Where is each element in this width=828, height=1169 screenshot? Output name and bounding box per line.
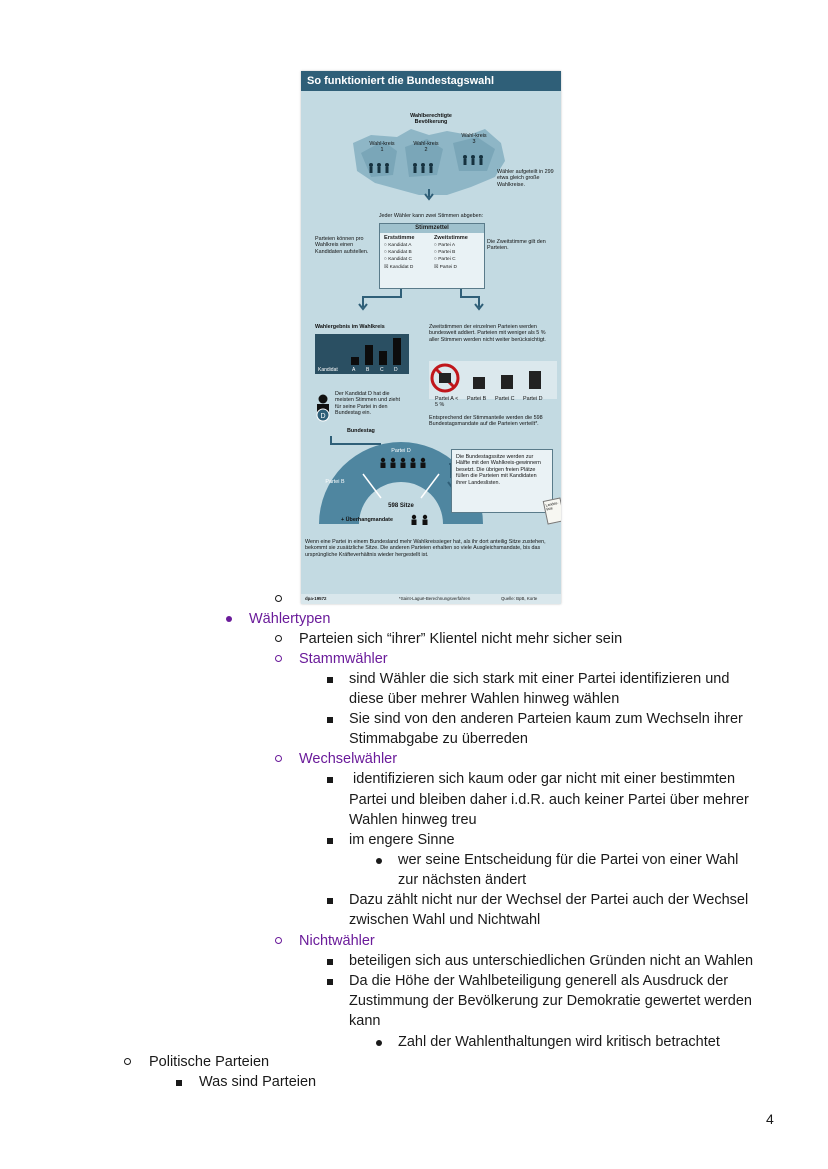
mp-icons [379, 457, 429, 469]
list-item: Dazu zählt nicht nur der Wechsel der Partei auch der Wechsel [349, 892, 749, 908]
bullet-circle [124, 1058, 131, 1065]
ballot-title: Stimmzettel [380, 224, 484, 233]
bullet-square [327, 717, 333, 723]
bullet-dot [226, 616, 232, 622]
left-note: Parteien können pro Wahlkreis einen Kandidaten aufstellen. [315, 236, 369, 255]
threshold-graphic [429, 361, 557, 401]
arc-party-label: Partei D [391, 448, 411, 454]
ballot-option: ○ Partei C [434, 257, 456, 263]
result-letter: C [380, 367, 384, 373]
districts-note: Wähler aufgeteilt in 299 etwa gleich große Wahlkreise. [497, 169, 554, 188]
threshold-party-label: Partei C [495, 396, 515, 402]
result-letter: D [394, 367, 398, 373]
list-item: Da die Höhe der Wahlbeteiligung generell als Ausdruck der [349, 973, 729, 989]
two-votes-label: Jeder Wähler kann zwei Stimmen abgeben: [378, 213, 484, 219]
bullet-square [327, 777, 333, 783]
list-item: identifizieren sich kaum oder gar nicht mit einer bestimmten [349, 771, 736, 787]
result-axis-label: Kandidat [318, 367, 338, 373]
ballot-option: ○ Kandidat B [384, 250, 412, 256]
ballot-option: ○ Kandidat C [384, 257, 412, 263]
list-item-cont: Stimmabgabe zu überreden [349, 731, 528, 747]
heading-stammwaehler: Stammwähler [299, 651, 388, 667]
svg-text:D: D [320, 413, 326, 420]
second-vote-column [434, 235, 484, 271]
list-item-cont: Partei und bleiben daher i.d.R. auch keiner Partei über mehrer [349, 792, 749, 808]
second-vote-header: Zweitstimme [434, 235, 468, 241]
list-item: Was sind Parteien [199, 1074, 317, 1090]
list-card-label: Landes-liste [545, 500, 559, 512]
infographic-photo [301, 71, 561, 604]
first-vote-header: Erststimme [384, 235, 415, 241]
list-item: Parteien sich “ihrer” Klientel nicht mehr sicher sein [299, 631, 623, 647]
heading-wechselwaehler: Wechselwähler [299, 751, 398, 767]
heading-politische-parteien: Politische Parteien [149, 1054, 270, 1070]
page-number: 4 [766, 1111, 774, 1127]
infographic-title: So funktioniert die Bundestagswahl [301, 71, 561, 91]
threshold-party-label: Partei B [467, 396, 487, 402]
ballot-option: ○ Kandidat A [384, 243, 412, 248]
seats-box [451, 449, 553, 513]
threshold-party-label: Partei D [523, 396, 543, 402]
list-item: im engere Sinne [349, 832, 455, 848]
list-item-cont: Wahlen hinweg treu [349, 812, 477, 828]
list-item-cont: zwischen Wahl und Nichtwahl [349, 912, 541, 928]
result-bar [365, 345, 373, 365]
ballot-option-marked: ☒ Kandidat D [384, 264, 414, 270]
ballot-option: ○ Partei A [434, 243, 456, 248]
first-vote-column [384, 235, 434, 271]
right-note: Die Zweitstimme gilt den Parteien. [487, 239, 546, 252]
bullet-circle [275, 937, 282, 944]
bullet-square [327, 979, 333, 985]
footer-method: *Saint-Laguë-Berechnungsverfahren [399, 596, 471, 601]
bullet-circle [275, 755, 282, 762]
bullet-square [327, 898, 333, 904]
bullet-dot [376, 1040, 382, 1046]
district-label-3: Wahl-kreis 3 [461, 133, 487, 146]
list-item: Sie sind von den anderen Parteien kaum zum Wechseln ihrer [349, 711, 743, 727]
arc-party-label: Partei B [325, 479, 345, 485]
bullet-square [327, 838, 333, 844]
result-letter: A [352, 367, 356, 373]
footer-source: Quelle: BpB, Korte [501, 596, 538, 601]
list-item: Zahl der Wahlenthaltungen wird kritisch betrachtet [398, 1034, 720, 1050]
bottom-text: Wenn eine Partei in einem Bundesland mehr Wahlkreissieger hat, als ihr dort anteilig Sitze zustehen, bekommt sie zusätzliche Sitze. Die anderen Parteien erhalten so viele Ausgleichsmandate, bis das ursprüngliche Kräfteverhältnis wieder hergestellt ist. [305, 539, 546, 558]
bullet-circle [275, 655, 282, 662]
bullet-square [176, 1080, 182, 1086]
heading-waehlertypen: Wählertypen [249, 611, 331, 627]
heading-nichtwaehler: Nichtwähler [299, 933, 375, 949]
list-item-cont: zur nächsten ändert [398, 872, 527, 888]
list-item: wer seine Entscheidung für die Partei von einer Wahl [398, 852, 739, 868]
winner-text: Der Kandidat D hat die meisten Stimmen und zieht für seine Partei in den Bundestag ein. [335, 391, 401, 417]
bullet-dot [376, 858, 382, 864]
list-item: beteiligen sich aus unterschiedlichen Gründen nicht an Wahlen [349, 953, 754, 969]
footer-id: dpa-19572 [305, 596, 327, 601]
arrow-down-icon [423, 189, 435, 201]
seats-label: 598 Sitze [388, 503, 414, 509]
result-bar [351, 357, 359, 365]
overhang-label: + Überhangmandate [341, 517, 393, 523]
distribution-text: Entsprechend der Stimmanteile werden die 598 Bundestagsmandate auf die Parteien verteilt*. [429, 415, 543, 428]
result-bar [393, 338, 401, 365]
infographic-footer [301, 594, 561, 604]
overhang-icons [409, 514, 433, 526]
list-item-cont: Zustimmung der Bevölkerung zur Demokratie gewertet werden [349, 993, 752, 1009]
second-votes-text: Zweitstimmen der einzelnen Parteien werden bundesweit addiert. Parteien mit weniger als 5 % aller Stimmen werden nicht weiter berücksichtigt. [429, 324, 546, 343]
population-label: Wahlberechtigte Bevölkerung [410, 113, 452, 126]
bullet-square [327, 959, 333, 965]
district-label-1: Wahl-kreis 1 [369, 141, 395, 154]
ballot-option: ○ Partei B [434, 250, 456, 256]
list-item-cont: kann [349, 1013, 381, 1029]
bullet-circle [275, 635, 282, 642]
threshold-party-label: Partei A < 5 % [435, 396, 459, 409]
result-bar [379, 351, 387, 365]
result-title: Wahlergebnis im Wahlkreis [315, 324, 385, 330]
bundestag-label: Bundestag [347, 428, 375, 434]
list-item: sind Wähler die sich stark mit einer Partei identifizieren und [349, 671, 730, 687]
result-letter: B [366, 367, 370, 373]
seats-text: Die Bundestagssitze werden zur Hälfte mit den Wahlkreis-gewinnern besetzt. Die übrigen freien Plätze füllen die Parteien mit Kandidaten ihrer Landeslisten. [456, 454, 541, 486]
district-label-2: Wahl-kreis 2 [413, 141, 439, 154]
ballot-option-marked: ☒ Partei D [434, 264, 457, 270]
candidate-icon [313, 393, 333, 423]
empty-bullet [275, 595, 282, 602]
bullet-square [327, 677, 333, 683]
split-arrows [301, 287, 561, 311]
list-item-cont: diese über mehrer Wahlen hinweg wählen [349, 691, 620, 707]
ballot [379, 223, 485, 289]
result-chart [315, 334, 409, 374]
